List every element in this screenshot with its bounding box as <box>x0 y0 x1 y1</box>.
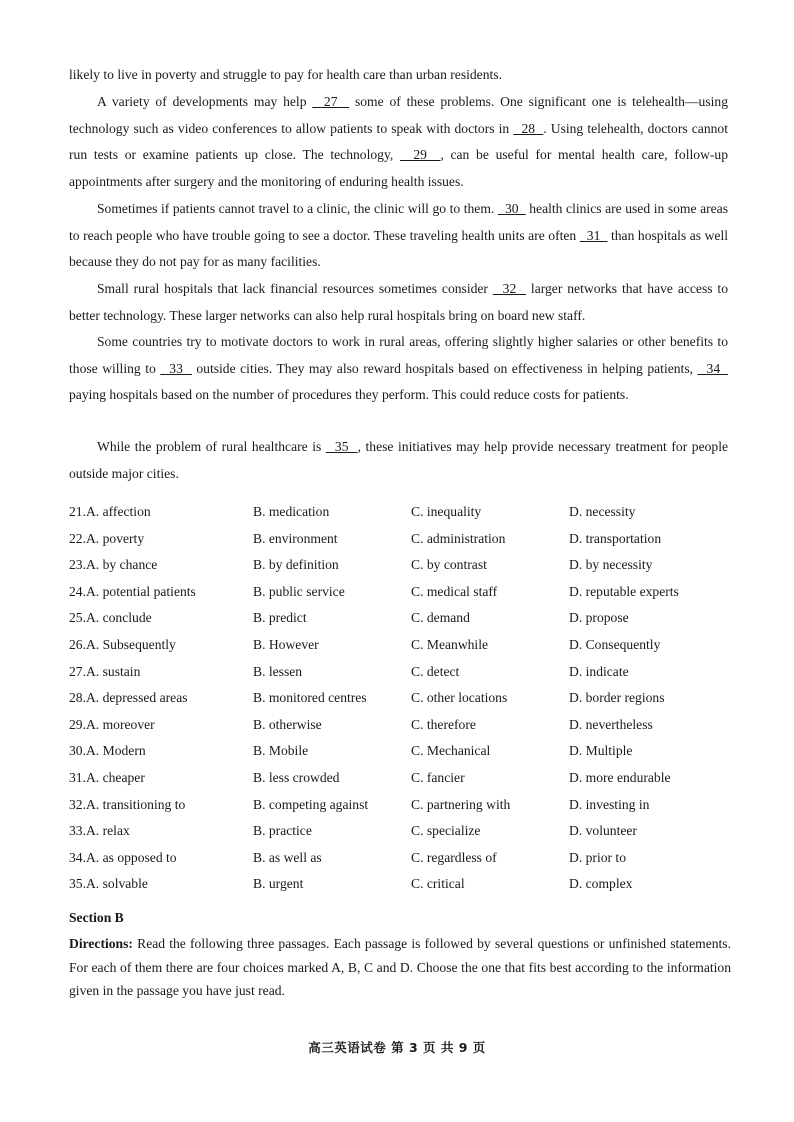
blank-34: 34 <box>697 360 729 376</box>
option-a: 29.A. moreover <box>69 716 155 732</box>
option-b: B. public service <box>253 583 345 599</box>
option-row <box>69 500 749 527</box>
option-a: 33.A. relax <box>69 823 130 839</box>
section-b-title: Section B <box>69 910 124 925</box>
option-d: D. propose <box>569 610 629 626</box>
option-b: B. However <box>253 636 319 652</box>
option-a: 31.A. cheaper <box>69 769 145 785</box>
option-c: C. by contrast <box>411 557 487 573</box>
option-b: B. lessen <box>253 663 303 679</box>
option-a: 34.A. as opposed to <box>69 849 177 865</box>
paragraph-text: While the problem of rural healthcare is <box>97 439 326 454</box>
option-row <box>69 606 749 633</box>
option-c: C. administration <box>411 530 506 546</box>
option-c: C. demand <box>411 610 470 626</box>
option-d: D. prior to <box>569 849 627 865</box>
option-d: D. volunteer <box>569 823 637 839</box>
option-a: 35.A. solvable <box>69 876 148 892</box>
paragraph-text: . Using telehealth, doctors cannot run tests or examine patients up close. The technology, <box>69 120 728 162</box>
option-b: B. monitored centres <box>253 690 367 706</box>
option-d: D. Consequently <box>569 636 661 652</box>
option-row <box>69 766 749 793</box>
option-d: D. nevertheless <box>569 716 653 732</box>
option-a: 26.A. Subsequently <box>69 636 176 652</box>
option-d: D. by necessity <box>569 557 653 573</box>
option-b: B. practice <box>253 823 312 839</box>
blank-29: 29 <box>399 147 441 162</box>
option-row <box>69 793 749 820</box>
option-b: B. otherwise <box>253 716 322 732</box>
option-b: B. predict <box>253 610 307 626</box>
option-row <box>69 819 749 846</box>
option-c: C. Meanwhile <box>411 636 489 652</box>
option-d: D. necessity <box>569 504 636 519</box>
option-a: 23.A. by chance <box>69 557 158 573</box>
option-b: B. as well as <box>253 849 322 865</box>
option-d: D. complex <box>569 876 633 892</box>
paragraph-text: outside cities. They may also reward hospitals based on effectiveness in helping patients, <box>191 360 698 376</box>
option-c: C. regardless of <box>411 849 497 865</box>
option-c: C. inequality <box>411 504 482 519</box>
option-row <box>69 580 749 607</box>
paragraph-text: , can be useful for mental health care, follow-up appointments after surgery and the monitoring of enduring health issues. <box>69 147 729 189</box>
option-a: 25.A. conclude <box>69 610 152 626</box>
blank-32: 32 <box>492 281 527 296</box>
paragraph-text: Some countries try to motivate doctors to work in rural areas, offering slightly higher salaries or other benefits to those willing to <box>69 334 728 376</box>
option-a: 28.A. depressed areas <box>69 690 188 706</box>
passage-paragraph-3 <box>69 276 728 329</box>
paragraph-text: A variety of developments may help <box>97 94 313 109</box>
blank-35: 35 <box>325 439 358 454</box>
option-c: C. partnering with <box>411 796 511 812</box>
option-b: B. environment <box>253 530 338 546</box>
blank-33: 33 <box>160 360 192 376</box>
option-b: B. Mobile <box>253 743 309 759</box>
section-b-directions <box>69 932 731 1003</box>
passage-paragraph-4 <box>69 329 728 409</box>
option-b: B. competing against <box>253 796 369 812</box>
option-d: D. more endurable <box>569 769 671 785</box>
option-c: C. fancier <box>411 769 465 785</box>
option-c: C. specialize <box>411 823 481 839</box>
option-b: B. medication <box>253 504 330 519</box>
option-c: C. medical staff <box>411 583 498 599</box>
paragraph-text: Sometimes if patients cannot travel to a clinic, the clinic will go to them. <box>97 201 498 216</box>
paragraph-text: some of these problems. One significant one is telehealth—using technology such as video conferences to allow patients to speak with doctors in <box>69 94 728 136</box>
option-b: B. by definition <box>253 557 339 573</box>
paragraph-text: , these initiatives may help provide necessary treatment for people outside major cities. <box>69 439 729 481</box>
option-a: 32.A. transitioning to <box>69 796 186 812</box>
option-row <box>69 660 749 687</box>
option-c: C. other locations <box>411 690 508 706</box>
option-d: D. investing in <box>569 796 650 812</box>
passage-paragraph-2 <box>69 196 728 276</box>
option-row <box>69 872 749 899</box>
option-c: C. Mechanical <box>411 743 491 759</box>
paragraph-text: larger networks that have access to better technology. These larger networks can also help rural hospitals bring on board new staff. <box>69 281 729 323</box>
passage-paragraph-0 <box>69 62 728 89</box>
paragraph-text: health clinics are used in some areas to reach people who have trouble going to see a doctor. These traveling health units are often <box>69 201 728 243</box>
option-d: D. reputable experts <box>569 583 679 599</box>
option-a: 24.A. potential patients <box>69 583 196 599</box>
option-row <box>69 527 749 554</box>
option-d: D. indicate <box>569 663 629 679</box>
paragraph-text: paying hospitals based on the number of procedures they perform. This could reduce costs for patients. <box>69 387 629 402</box>
paragraph-text: likely to live in poverty and struggle to pay for health care than urban residents. <box>69 67 502 82</box>
option-a: 27.A. sustain <box>69 663 141 679</box>
blank-30: 30 <box>497 201 526 216</box>
option-b: B. less crowded <box>253 769 340 785</box>
option-d: D. transportation <box>569 530 662 546</box>
option-row <box>69 846 749 873</box>
page-footer: 高三英语试卷 第 3 页 共 9 页 <box>308 1040 486 1055</box>
option-c: C. therefore <box>411 716 476 732</box>
option-a: 21.A. affection <box>69 504 151 519</box>
option-a: 30.A. Modern <box>69 743 146 759</box>
option-row <box>69 553 749 580</box>
option-row <box>69 633 749 660</box>
paragraph-text: Small rural hospitals that lack financial resources sometimes consider <box>97 281 493 296</box>
option-row <box>69 686 749 713</box>
option-c: C. critical <box>411 876 465 892</box>
option-row <box>69 713 749 740</box>
directions-text: Read the following three passages. Each passage is followed by several questions or unfinished statements. For each of them there are four choices marked A, B, C and D. Choose the one that fits best according to the information given in the passage you have just read. <box>69 936 731 998</box>
blank-31: 31 <box>579 227 608 243</box>
options-list <box>69 500 749 899</box>
passage-paragraph-5 <box>69 434 728 487</box>
paragraph-text: than hospitals as well because they do not pay for as many facilities. <box>69 227 729 269</box>
option-b: B. urgent <box>253 876 304 892</box>
option-c: C. detect <box>411 663 460 679</box>
blank-27: 27 <box>312 94 350 109</box>
directions-label: Directions: <box>69 936 133 951</box>
blank-28: 28 <box>513 120 544 136</box>
option-d: D. border regions <box>569 690 665 706</box>
option-d: D. Multiple <box>569 743 633 759</box>
option-row <box>69 739 749 766</box>
passage-paragraph-1 <box>69 89 728 195</box>
option-a: 22.A. poverty <box>69 530 145 546</box>
